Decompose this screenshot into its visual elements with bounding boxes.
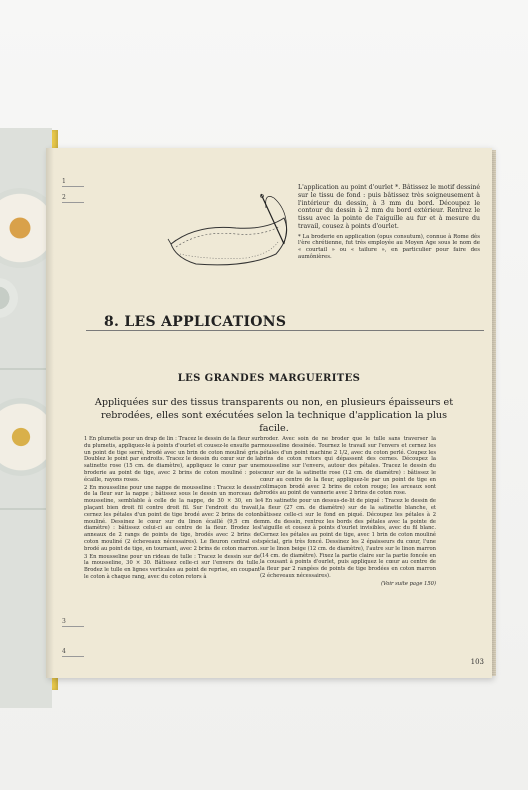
continuation-note: (Voir suite page 150) [380, 580, 436, 587]
divider [0, 368, 52, 370]
paragraph: broder. Avec soin de ne broder que le tulle sans traverser la mousseline dessinée. Tournez le travail sur l'envers et cernez les pétales d'un point machine 2 1/2, avec du coton perlé. Coupez les brins de coton retors qui dépassent des cernes. Découpez la mousseline sur l'envers, autour des pétales. Tracez le dessin du cœur sur de la satinette rose (12 cm. de diamètre) : bâtissez le cœur au centre de la fleur, appliquez-le par un point de tige en colimaçon brodé avec 2 brins de coton rouge; les arceaux sont brodés au point de vannerie avec 2 brins de coton rose. [260, 436, 436, 497]
daisy-image [0, 188, 52, 268]
margin-line [62, 656, 84, 657]
paragraph: 3 En mousseline pour un rideau de tulle : Tracez le dessin sur de la mousseline, 30 × 30. Bâtissez celle-ci sur l'envers du tulle. Brodez le tulle en lignes verticales au point de reprise, en coupant le coton à chaque rang, avec du coton retors à [84, 553, 260, 580]
text-column-left [84, 436, 260, 582]
daisy-image [0, 278, 18, 318]
margin-line [62, 202, 84, 203]
paragraph: 1 En plumetis pour un drap de lin : Tracez le dessin de la fleur sur du plumetis, appliquez-le à points d'ourlet et cousez-le ensuite par un point de tige serré, brodé avec un brin de coton mouliné gris. Doublez le point par endroits. Tracez le dessin du cœur sur de la satinette rose (15 cm. de diamètre), appliquez le cœur par une broderie au point de tige, avec 2 brins de coton mouliné : pois écaille, rayons roses. [84, 436, 260, 483]
needle-applique-illustration [166, 184, 306, 294]
section-heading: LES GRANDES MARGUERITES [177, 373, 361, 384]
paragraph: 4 En satinette pour un dessus-de-lit de piqué : Tracez le dessin de la fleur (27 cm. de diamètre) sur de la satinette blanche, et bâtissez celle-ci sur le fond en piqué. Découpez les pétales à 2 mm. du dessin, rentrez les bords des pétales avec la pointe de l'aiguille et cousez à points d'ourlet invisibles, avec du fil blanc. Cernez les pétales au point de tige, avec 1 brin de coton mouliné spécial, gris très foncé. Dessinez les 2 épaisseurs du cœur, l'une sur le linon beige (12 cm. de diamètre), l'autre sur le linon marron (14 cm. de diamètre). Fixez la partie claire sur la partie foncée en la cousant à points d'ourlet, puis appliquez le cœur au centre de la fleur par 2 rangées de points de tige brodées en coton marron (2 écheveaux nécessaires). [260, 498, 436, 579]
margin-marker-1: 1 [62, 178, 66, 185]
text-column-right [260, 436, 436, 589]
margin-line [62, 186, 84, 187]
divider [0, 508, 52, 510]
side-note [298, 184, 480, 260]
left-page [0, 128, 52, 708]
side-note-main: L'application au point d'ourlet *. Bâtissez le motif dessiné sur le tissu de fond : puis bâtissez très soigneusement à l'intérieur du dessin, à 3 mm du bord. Découpez le contour du dessin à 2 mm du bord extérieur. Rentrez le tissu avec la pointe de l'aiguille au fur et à mesure du travail, cousez à points d'ourlet. [298, 184, 480, 230]
margin-line [62, 626, 84, 627]
intro-paragraph: Appliquées sur des tissus transparents ou non, en plusieurs épaisseurs et rebrodées, elles sont exécutées selon la technique d'application la plus facile. [94, 397, 454, 434]
page-number: 103 [470, 658, 484, 666]
paragraph: 2 En mousseline pour une nappe de mousseline : Tracez le dessin de la fleur sur la nappe ; bâtissez sous le dessin un morceau de mousseline, semblable à celle de la nappe, de 30 × 30, en le plaçant bien droit fil contre droit fil. Sur l'endroit du travail, cernez les pétales d'un point de tige brodé avec 2 brins de coton mouliné. Dessinez le cœur sur du linon écaillé (9,5 cm de diamètre) : bâtissez celui-ci au centre de la fleur. Brodez les anneaux de 2 rangs de points de tige, brodés avec 2 brins de coton mouliné (2 écheveaux nécessaires). Le fleuron central est brodé au point de tige, en tournant, avec 2 brins de coton marron. [84, 484, 260, 552]
margin-marker-3: 3 [62, 618, 66, 625]
book-page [46, 148, 492, 678]
chapter-title: 8. LES APPLICATIONS [104, 314, 287, 330]
title-rule [86, 330, 484, 331]
side-note-footnote: * La broderie en application (opus consutum), connue à Rome dès l'ère chrétienne, fut très employée au Moyen Age sous le nom de « courtail » ou « tailure », en particulier pour faire des aumônières. [298, 233, 480, 260]
daisy-image [0, 398, 52, 476]
margin-marker-2: 2 [62, 194, 66, 201]
margin-marker-4: 4 [62, 648, 66, 655]
